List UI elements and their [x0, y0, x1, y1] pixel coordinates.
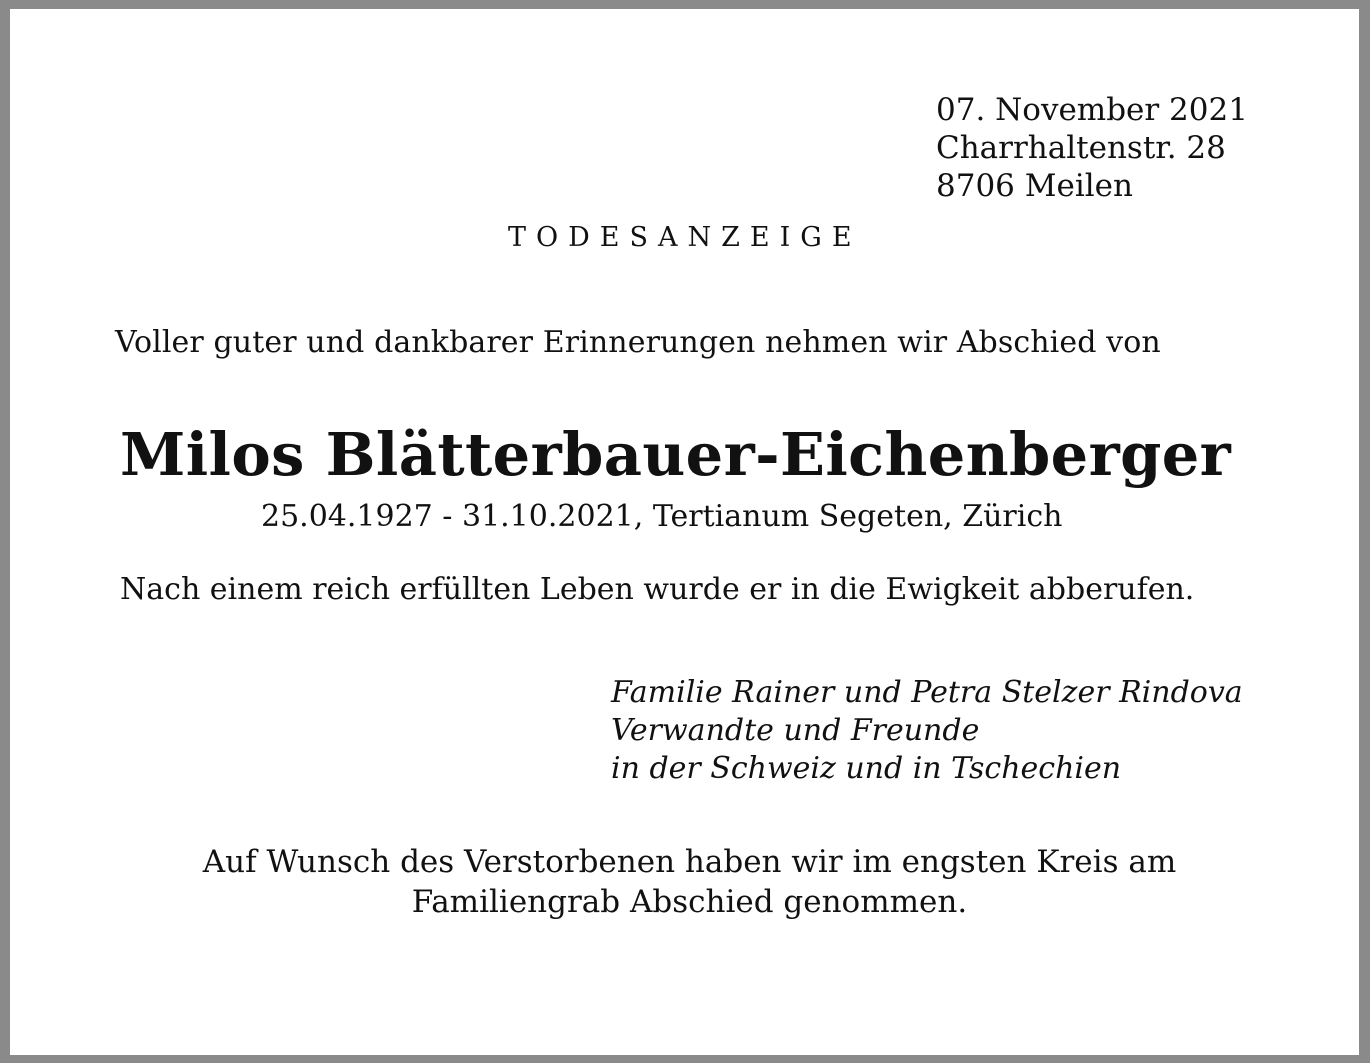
- deceased-name: Milos Blätterbauer-Eichenberger: [120, 420, 1232, 489]
- address-street: Charrhaltenstr. 28: [936, 130, 1226, 166]
- closing-note: [10, 842, 1359, 922]
- mourner-line: Verwandte und Freunde: [611, 713, 980, 748]
- closing-line: Auf Wunsch des Verstorbenen haben wir im engsten Kreis am: [202, 844, 1177, 880]
- frame-border-bottom: [0, 1055, 1370, 1063]
- mourner-line: Familie Rainer und Petra Stelzer Rindova: [611, 675, 1243, 710]
- address-city: 8706 Meilen: [936, 168, 1133, 204]
- notice-title: TODESANZEIGE: [508, 222, 862, 253]
- life-details: 25.04.1927 - 31.10.2021, Tertianum Segeten, Zürich: [261, 499, 1063, 534]
- notice-date: 07. November 2021: [936, 92, 1248, 128]
- obituary-page: [10, 9, 1359, 1055]
- intro-text: Voller guter und dankbarer Erinnerungen nehmen wir Abschied von: [115, 325, 1161, 360]
- farewell-sentence: Nach einem reich erfüllten Leben wurde er in die Ewigkeit abberufen.: [120, 572, 1195, 607]
- frame-border-right: [1359, 0, 1370, 1063]
- closing-line: Familiengrab Abschied genommen.: [411, 884, 968, 920]
- mourners-list: [611, 674, 1243, 788]
- frame-border-top: [0, 0, 1370, 9]
- frame-border-left: [0, 0, 10, 1063]
- sender-address: [936, 91, 1248, 205]
- mourner-line: in der Schweiz und in Tschechien: [611, 751, 1122, 786]
